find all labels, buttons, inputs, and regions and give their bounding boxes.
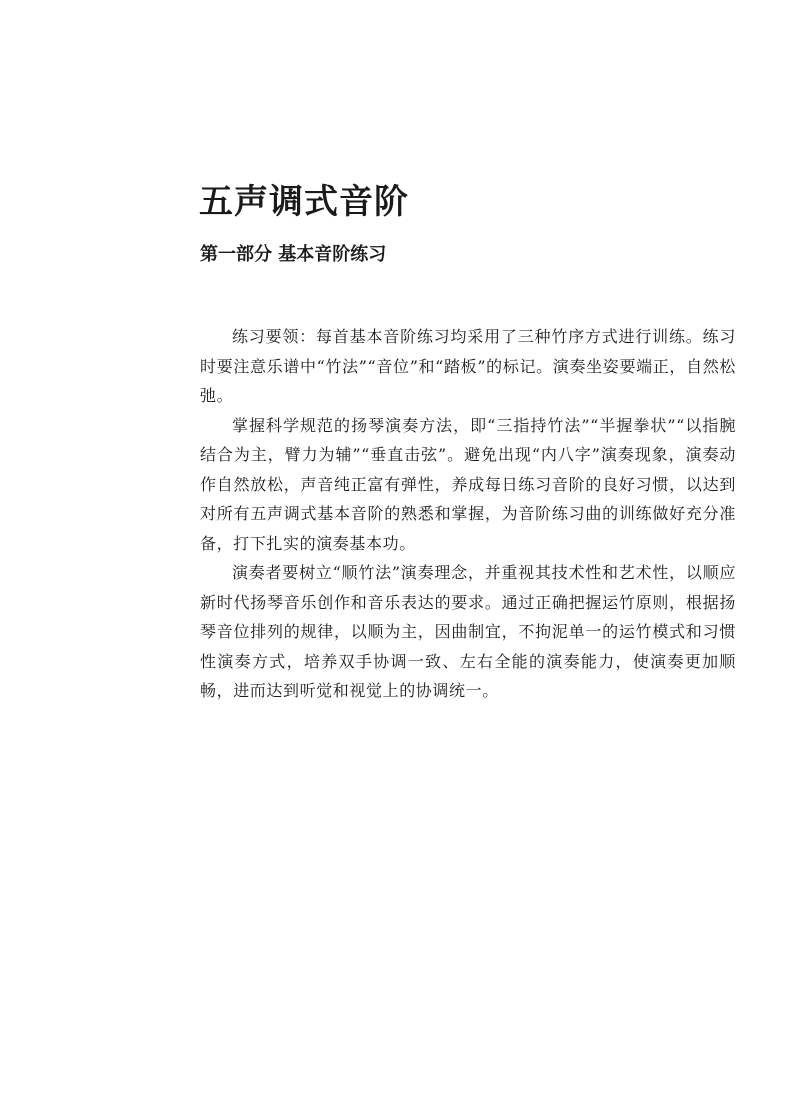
body-text	[200, 322, 736, 706]
page-title: 五声调式音阶	[199, 182, 409, 222]
paragraph-practice-tips: 练习要领：每首基本音阶练习均采用了三种竹序方式进行训练。练习时要注意乐谱中“竹法”“音位”和“踏板”的标记。演奏坐姿要端正，自然松弛。	[200, 327, 736, 405]
paragraph-technique: 掌握科学规范的扬琴演奏方法，即“三指持竹法”“半握拳状”“以指腕结合为主，臂力为辅”“垂直击弦”。避免出现“内八字”演奏现象，演奏动作自然放松，声音纯正富有弹性，养成每日练习音阶的良好习惯，以达到对所有五声调式基本音阶的熟悉和掌握，为音阶练习曲的训练做好充分准备，打下扎实的演奏基本功。	[200, 415, 736, 553]
section-subtitle: 第一部分 基本音阶练习	[200, 244, 387, 265]
paragraph-philosophy: 演奏者要树立“顺竹法”演奏理念，并重视其技术性和艺术性，以顺应新时代扬琴音乐创作和音乐表达的要求。通过正确把握运竹原则，根据扬琴音位排列的规律，以顺为主，因曲制宜，不拘泥单一的运竹模式和习惯性演奏方式，培养双手协调一致、左右全能的演奏能力，使演奏更加顺畅，进而达到听觉和视觉上的协调统一。	[200, 563, 736, 700]
